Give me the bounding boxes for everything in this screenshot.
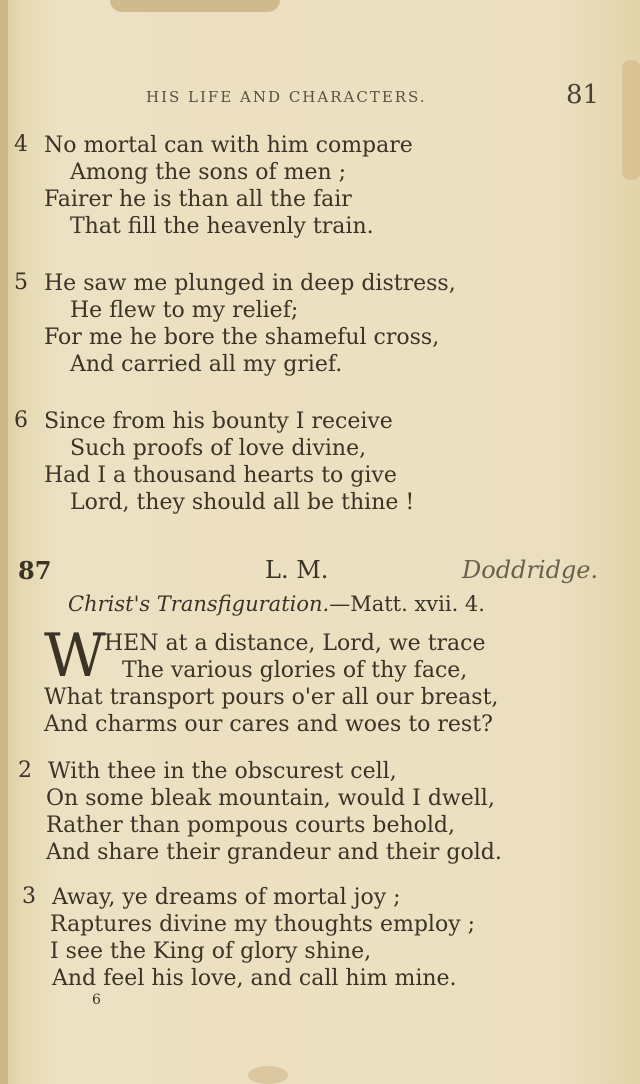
verse-line: I see the King of glory shine, [50, 939, 372, 964]
verse-line: Away, ye dreams of mortal joy ; [52, 885, 401, 910]
verse-line: And feel his love, and call him mine. [52, 966, 457, 991]
stanza-number: 5 [14, 270, 28, 295]
subtitle-title: Christ's Transfiguration. [68, 592, 330, 616]
verse-line: The various glories of thy face, [122, 658, 468, 683]
verse-line: And share their grandeur and their gold. [46, 840, 502, 865]
drop-cap: W [44, 621, 106, 691]
hymn-author: Doddridge. [462, 556, 599, 584]
stanza-number: 2 [18, 758, 32, 783]
stain-top [110, 0, 280, 12]
page-number: 81 [566, 80, 600, 110]
stanza-number: 6 [14, 408, 28, 433]
stain-right [622, 60, 640, 180]
signature-mark: 6 [92, 992, 101, 1008]
hymn-heading [0, 556, 640, 590]
verse-line: Fairer he is than all the fair [44, 187, 352, 212]
verse-line: HEN at a distance, Lord, we trace [104, 631, 486, 656]
verse-line: With thee in the obscurest cell, [48, 759, 397, 784]
verse-line: For me he bore the shameful cross, [44, 325, 440, 350]
stanza-number: 4 [14, 132, 28, 157]
page-edge [0, 0, 8, 1084]
verse-line: And carried all my grief. [70, 352, 343, 377]
verse-line: Such proofs of love divine, [70, 436, 367, 461]
verse-line: Raptures divine my thoughts employ ; [50, 912, 476, 937]
hymn-number: 87 [18, 556, 52, 585]
stanza-number: 3 [22, 884, 36, 909]
verse-line: And charms our cares and woes to rest? [44, 712, 493, 737]
hymn-meter: L. M. [265, 556, 329, 584]
verse-line: Lord, they should all be thine ! [70, 490, 415, 515]
verse-line: On some bleak mountain, would I dwell, [46, 786, 495, 811]
verse-line: Had I a thousand hearts to give [44, 463, 397, 488]
verse-line: Rather than pompous courts behold, [46, 813, 455, 838]
verse-line: Since from his bounty I receive [44, 409, 393, 434]
verse-line: He saw me plunged in deep distress, [44, 271, 456, 296]
verse-line: No mortal can with him compare [44, 133, 413, 158]
smudge [248, 1066, 288, 1084]
hymn-subtitle [68, 592, 485, 616]
running-title: HIS LIFE AND CHARACTERS. [146, 88, 427, 106]
verse-line: What transport pours o'er all our breast, [44, 685, 499, 710]
subtitle-reference: —Matt. xvii. 4. [329, 592, 485, 616]
verse-line: He flew to my relief; [70, 298, 299, 323]
page-header [140, 80, 610, 116]
verse-line: That fill the heavenly train. [70, 214, 374, 239]
verse-line: Among the sons of men ; [70, 160, 347, 185]
